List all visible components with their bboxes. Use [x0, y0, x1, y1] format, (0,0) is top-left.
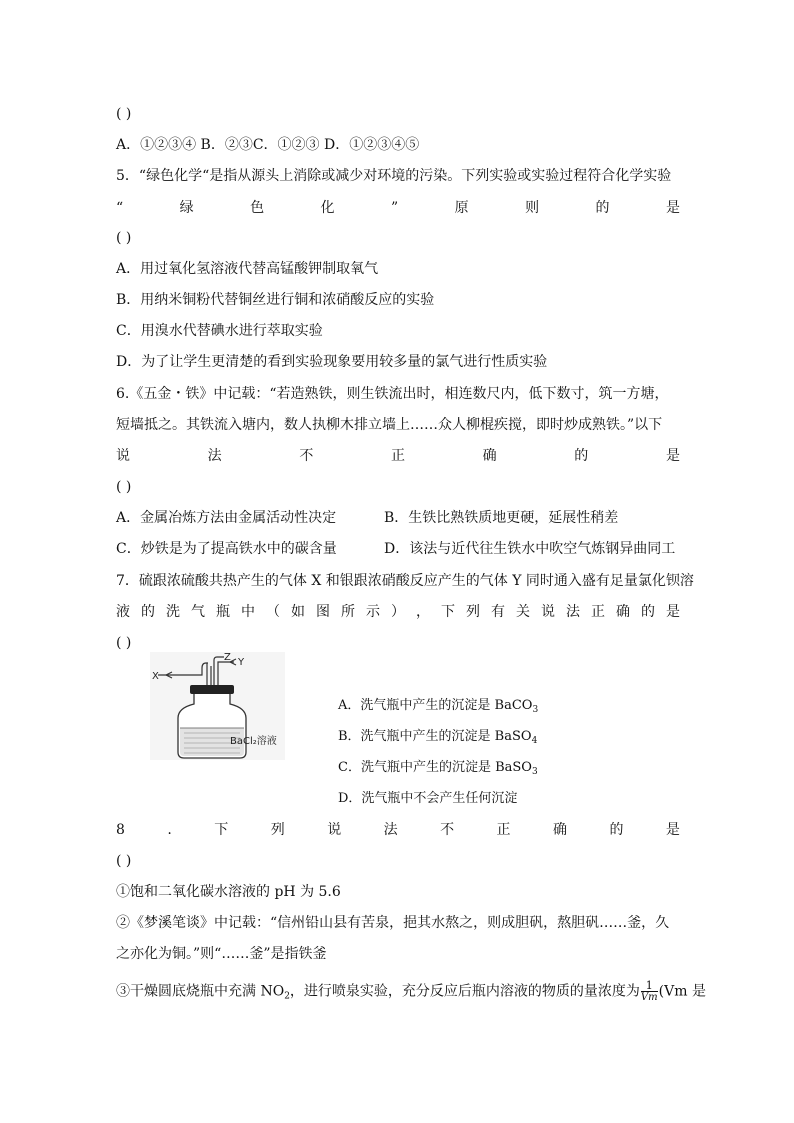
figure-label-bacl2: BaCl₂溶液 — [230, 736, 277, 747]
q7-char: 有 — [491, 604, 505, 620]
q6-char: 的 — [574, 448, 589, 464]
q7-char: 列 — [466, 604, 480, 620]
q8-char: 的 — [609, 822, 624, 838]
q7-char: （ — [266, 604, 280, 620]
q5-char: ” — [390, 200, 399, 216]
q6-char: 法 — [207, 448, 222, 464]
q6-option-c: C．炒铁是为了提高铁水中的碳含量 — [116, 541, 337, 557]
q8-char: 是 — [665, 822, 680, 838]
q8-char: 法 — [383, 822, 398, 838]
q5-char: 绿 — [179, 200, 194, 216]
q6-char: 正 — [390, 448, 405, 464]
q7-char: 的 — [641, 604, 655, 620]
q6-char: 确 — [482, 448, 497, 464]
q7-char: 确 — [616, 604, 630, 620]
q8-char: 列 — [270, 822, 285, 838]
q7-char: 的 — [141, 604, 155, 620]
q8-statement-2-line1: ②《梦溪笔谈》中记载：“信州铅山县有苦泉，挹其水熬之，则成胆矾，熬胆矾……釜，久 — [116, 915, 670, 931]
q7-char: 是 — [666, 604, 680, 620]
q6-char: 说 — [116, 448, 130, 464]
q7-option-d: D．洗气瓶中不会产生任何沉淀 — [338, 791, 518, 806]
q8-answer-paren: ( ) — [116, 853, 132, 869]
q7-option-b: B．洗气瓶中产生的沉淀是 BaSO$_4$ — [338, 729, 538, 746]
q5-stem: 5．“绿色化学“是指从源头上消除或减少对环境的污染。下列实验或实验过程符合化学实验 — [116, 168, 672, 184]
vm-fraction: $\frac{1}{Vm}$ — [640, 979, 658, 1003]
q8-char: . — [167, 822, 172, 838]
q6-stem-spread — [116, 446, 680, 466]
q7-answer-paren: ( ) — [116, 635, 132, 651]
q7-option-c: C．洗气瓶中产生的沉淀是 BaSO$_3$ — [338, 760, 538, 777]
q7-char: ， — [416, 604, 430, 620]
q7-char: 说 — [541, 604, 555, 620]
q4-options: A．①②③④ B．②③C．①②③ D．①②③④⑤ — [116, 137, 420, 153]
q8-char: 说 — [327, 822, 342, 838]
q6-options-row1 — [116, 508, 680, 528]
q6-stem-line2: 短墙抵之。其铁流入塘内，数人执柳木排立墙上……众人柳棍疾搅，即时炒成熟铁。”以下 — [116, 417, 663, 433]
q8-statement-3: ③干燥圆底烧瓶中充满 $NO_2$，进行喷泉实验，充分反应后瓶内溶液的物质的量浓度为 $\frac{1}{Vm}$ (Vm 是 — [116, 979, 706, 1003]
q5-char: 原 — [454, 200, 469, 216]
q7-char: 下 — [441, 604, 455, 620]
q6-stem-line1: 6.《五金・铁》中记载：“若造熟铁，则生铁流出时，相连数尺内，低下数寸，筑一方塘， — [116, 386, 669, 402]
figure-label-x: X — [152, 671, 159, 682]
q6-options-row2 — [116, 539, 680, 559]
q8-char: 不 — [440, 822, 455, 838]
q7-char: 图 — [316, 604, 330, 620]
q7-char: 瓶 — [216, 604, 230, 620]
q6-option-a: A．金属冶炼方法由金属活动性决定 — [116, 510, 337, 526]
q7-char: 气 — [191, 604, 205, 620]
q5-char: 是 — [665, 200, 680, 216]
q5-char: 的 — [595, 200, 610, 216]
q4-answer-paren: ( ) — [116, 106, 132, 122]
q5-char: 化 — [320, 200, 335, 216]
q6-answer-paren: ( ) — [116, 479, 132, 495]
q8-statement-1: ①饱和二氧化碳水溶液的 pH 为 5.6 — [116, 884, 341, 900]
q8-char: 8 — [116, 822, 125, 838]
q6-option-b: B．生铁比熟铁质地更硬，延展性稍差 — [384, 510, 619, 526]
q6-char: 是 — [665, 448, 680, 464]
q5-option-a: A．用过氧化氢溶液代替高锰酸钾制取氧气 — [116, 261, 379, 277]
q5-char: 则 — [525, 200, 540, 216]
q5-option-c: C．用溴水代替碘水进行萃取实验 — [116, 323, 323, 339]
q8-char: 正 — [496, 822, 511, 838]
q7-char: 所 — [341, 604, 355, 620]
q7-char: 如 — [291, 604, 305, 620]
q5-answer-paren: ( ) — [116, 230, 132, 246]
q7-option-a: A．洗气瓶中产生的沉淀是 BaCO$_3$ — [338, 698, 539, 715]
q7-char: 中 — [241, 604, 255, 620]
q7-stem-line1: 7．硫跟浓硫酸共热产生的气体 X 和银跟浓硝酸反应产生的气体 Y 同时通入盛有足量氯化钡溶 — [116, 573, 694, 589]
q8-statement-2-line2: 之亦化为铜。”则“……釜”是指铁釜 — [116, 946, 327, 962]
q8-char: 下 — [214, 822, 229, 838]
q7-stem-spread — [116, 602, 680, 622]
q7-char: 法 — [566, 604, 580, 620]
q5-stem-spread — [116, 198, 680, 218]
q5-char: “ — [116, 200, 124, 216]
q7-char: 液 — [116, 604, 130, 620]
q5-option-b: B．用纳米铜粉代替铜丝进行铜和浓硝酸反应的实验 — [116, 292, 435, 308]
figure-label-y: Y — [238, 657, 245, 668]
q5-option-d: D．为了让学生更清楚的看到实验现象要用较多量的氯气进行性质实验 — [116, 354, 548, 370]
q7-char: 关 — [516, 604, 530, 620]
q6-option-d: D．该法与近代往生铁水中吹空气炼钢异曲同工 — [384, 541, 676, 557]
gas-washing-bottle-figure — [150, 652, 285, 760]
q6-char: 不 — [299, 448, 314, 464]
figure-label-z: Z — [224, 652, 231, 663]
q7-char: 正 — [591, 604, 605, 620]
q7-char: 洗 — [166, 604, 180, 620]
q5-char: 色 — [250, 200, 265, 216]
q8-char: 确 — [553, 822, 567, 838]
q8-stem-spread — [116, 820, 680, 840]
q7-char: 示 — [366, 604, 380, 620]
q7-char: ） — [391, 604, 405, 620]
